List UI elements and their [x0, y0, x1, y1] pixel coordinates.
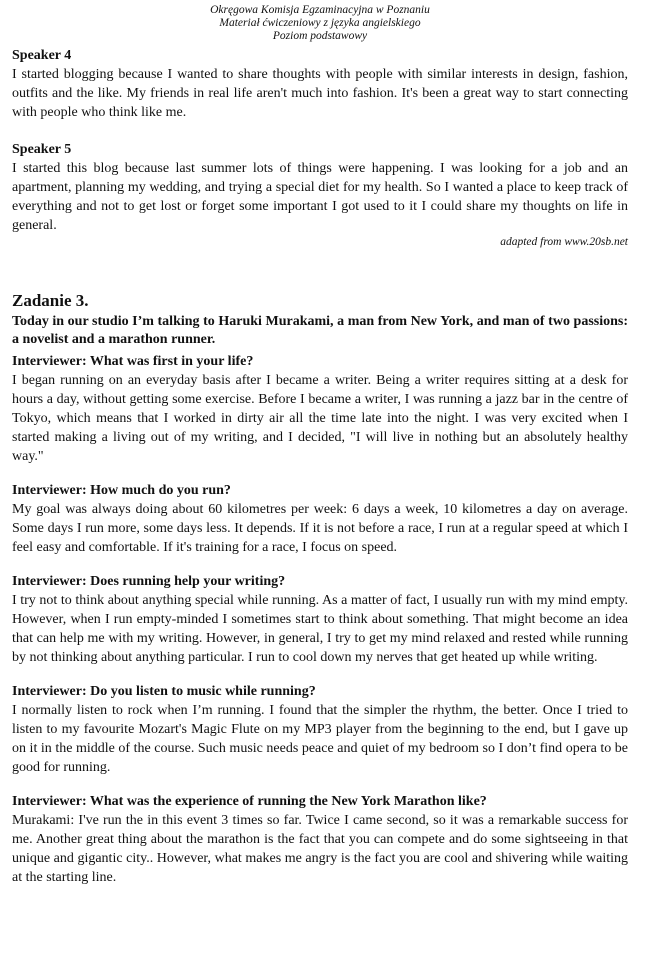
speaker-block-5: [12, 141, 628, 235]
interview-answer: My goal was always doing about 60 kilometres per week: 6 days a week, 10 kilometres a day on average. Some days I run more, some days less. It depends. If it is not before a race, I run at a regular speed at which I feel easy and comfortable. If it's training for a race, I focus on speed.: [12, 502, 628, 555]
speaker-text: I started blogging because I wanted to share thoughts with people with similar interests in design, fashion, outfits and the like. My friends in real life aren't much into fashion. It's been a great way to start connecting with people who think like me.: [12, 67, 628, 120]
interview-question: Interviewer: What was first in your life?: [12, 354, 254, 369]
source-citation: adapted from www.20sb.net: [500, 236, 628, 248]
interview-answer: Murakami: I've run the in this event 3 times so far. Twice I came second, so it was a remarkable success for me. Another great thing about the marathon is the fact that you can compete and do some sightseeing in that unique and gigantic city.. However, what makes me angry is the fact you are cool and shivering while waiting at the starting line.: [12, 813, 628, 885]
speaker-text: I started this blog because last summer lots of things were happening. I was looking for a job and an apartment, planning my wedding, and trying a special diet for my health. So I wanted a place to keep track of everything and not to get lost or forget some important I got used to it I could share my thoughts on life in general.: [12, 161, 628, 233]
interview-answer: I normally listen to rock when I’m running. I found that the simpler the rhythm, the better. Once I tried to listen to my favourite Mozart's Magic Flute on my MP3 player from the beginning to the end, but I gave up on it in the middle of the course. Such music needs peace and quiet of my bedroom so I don’t find opera to be good for running.: [12, 703, 628, 775]
interview-answer: I began running on an everyday basis after I became a writer. Being a writer requires sitting at a desk for hours a day, without getting some exercise. Before I became a writer, I was running a jazz bar in the centre of Tokyo, which means that I worked in dirty air all the time late into the night. I was very excited when I started making a living out of my writing, and I decided, "I will live in nothing but an absolutely healthy way.": [12, 373, 628, 464]
interview-question: Interviewer: Do you listen to music while running?: [12, 684, 316, 699]
speaker-label: Speaker 4: [12, 48, 72, 63]
interview-qa-5: [12, 793, 628, 887]
interview-qa-2: [12, 482, 628, 557]
interview-qa-3: [12, 573, 628, 667]
task-title: Zadanie 3.: [12, 291, 89, 310]
header-line-level: Poziom podstawowy: [272, 30, 368, 42]
interview-qa-4: [12, 683, 628, 777]
speaker-label: Speaker 5: [12, 142, 72, 157]
page-header: [12, 4, 628, 43]
header-line-institution: Okręgowa Komisja Egzaminacyjna w Poznaniu: [210, 4, 430, 16]
interview-question: Interviewer: Does running help your writing?: [12, 574, 286, 589]
interview-qa-1: [12, 353, 628, 466]
header-line-material: Materiał ćwiczeniowy z języka angielskiego: [219, 17, 421, 29]
speaker-block-4: [12, 47, 628, 122]
interview-question: Interviewer: What was the experience of running the New York Marathon like?: [12, 794, 487, 809]
interview-answer: I try not to think about anything special while running. As a matter of fact, I usually run with my mind empty. However, when I run empty-minded I sometimes start to think about something. That might become an idea that can help me with my writing. However, in general, I try to get my mind relaxed and rested while running by not thinking about anything particular. I run to cool down my nerves that get heated up while writing.: [12, 593, 628, 665]
interview-question: Interviewer: How much do you run?: [12, 483, 231, 498]
task-intro: Today in our studio I’m talking to Haruki Murakami, a man from New York, and man of two passions: a novelist and a marathon runner.: [12, 314, 628, 347]
